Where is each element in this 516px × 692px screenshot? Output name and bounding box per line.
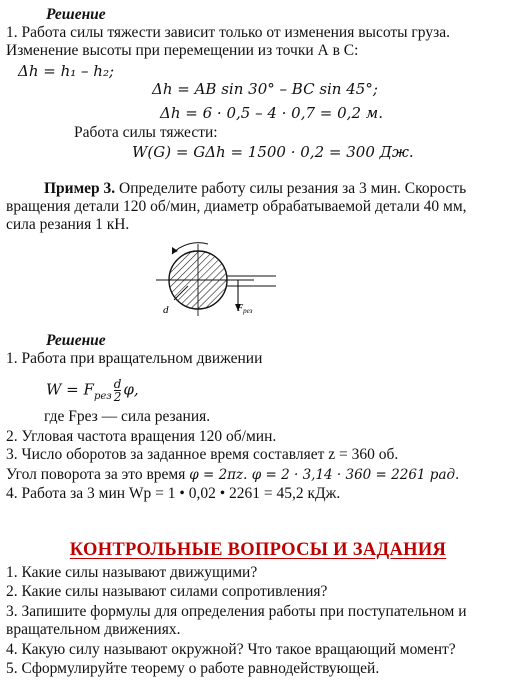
question-2: 2. Какие силы называют силами сопротивления? — [6, 583, 328, 600]
question-3-line-2: вращательном движениях. — [6, 621, 181, 638]
control-heading: КОНТРОЛЬНЫЕ ВОПРОСЫ И ЗАДАНИЯ — [69, 540, 447, 560]
example-3-label: Пример 3. — [44, 180, 116, 197]
question-1: 1. Какие силы называют движущими? — [6, 564, 258, 581]
solution-2-line-5: 4. Работа за 3 мин Wр = 1 • 0,02 • 2261 = 45,2 кДж. — [6, 485, 341, 502]
solution-2-line-2: 2. Угловая частота вращения 120 об/мин. — [6, 428, 277, 445]
solution-2-line-4: Угол поворота за это время φ = 2πz. φ = 2 · 3,14 · 360 = 2261 рад. — [6, 466, 460, 483]
equation-delta-h-value: Δh = 6 · 0,5 – 4 · 0,7 = 0,2 м. — [160, 104, 383, 122]
question-3-line-1: 3. Запишите формулы для определения работы при поступательном и — [6, 603, 467, 620]
equation-delta-h-sin: Δh = AB sin 30° – BC sin 45°; — [152, 80, 378, 98]
example-3-line-1 — [44, 180, 466, 198]
equation-work-gravity: W(G) = GΔh = 1500 · 0,2 = 300 Дж. — [132, 143, 414, 161]
question-5: 5. Сформулируйте теорему о работе равнодействующей. — [6, 660, 380, 677]
solution-title: Решение — [46, 6, 106, 23]
cutting-figure — [150, 236, 280, 328]
formula-work-rotation: $W = F_{рез}$ $\frac{d}{2}$ φ, — [46, 377, 139, 404]
rotation-arrow-head — [172, 247, 178, 254]
solution-line-1: 1. Работа силы тяжести зависит только от изменения высоты груза. — [6, 24, 450, 41]
example-3-line-3: сила резания 1 кН. — [6, 216, 130, 233]
solution-2-line-3: 3. Число оборотов за заданное время составляет z = 360 об. — [6, 446, 399, 463]
force-label: $F_{рез}$ — [237, 303, 253, 315]
example-3-text: Определите работу силы резания за 3 мин. Скорость — [115, 180, 467, 197]
example-3-line-2: вращения детали 120 об/мин, диаметр обрабатываемой детали 40 мм, — [6, 198, 467, 215]
solution-2-title: Решение — [46, 332, 106, 349]
where-line: где Fрез — сила резания. — [44, 408, 211, 425]
solution-2-line-1: 1. Работа при вращательном движении — [6, 350, 263, 367]
work-label: Работа силы тяжести: — [74, 124, 218, 141]
diameter-label: d — [163, 304, 169, 316]
question-4: 4. Какую силу называют окружной? Что такое вращающий момент? — [6, 641, 456, 658]
equation-delta-h: Δh = h₁ – h₂; — [18, 62, 115, 80]
solution-line-2: Изменение высоты при перемещении из точки А в С: — [6, 42, 359, 59]
